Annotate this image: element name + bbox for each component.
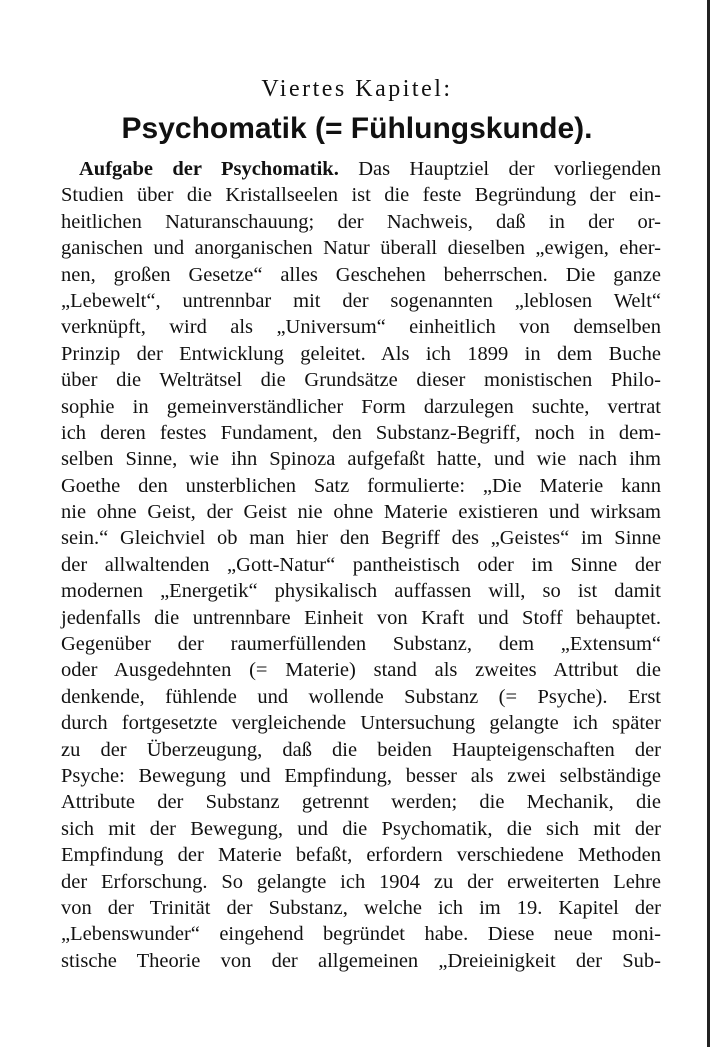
paragraph-lead: Aufgabe der Psychomatik. (79, 158, 339, 180)
chapter-heading: Viertes Kapitel: (261, 76, 453, 102)
text-line: der allwaltenden „Gott-Natur“ pantheistisch oder im Sinne der (61, 553, 661, 576)
text-line: über die Welträtsel die Grundsätze dieser monistischen Philo- (61, 369, 661, 392)
text-line: sophie in gemeinverständlicher Form darzulegen suchte, vertrat (61, 395, 661, 418)
text-line: Psyche: Bewegung und Empfindung, besser als zwei selbständige (61, 764, 661, 787)
text-line (61, 156, 661, 182)
text-line: nen, großen Gesetze“ alles Geschehen beherrschen. Die ganze (61, 263, 661, 286)
text-line: Studien über die Kristallseelen ist die feste Begründung der ein- (61, 184, 661, 207)
text-line: Prinzip der Entwicklung geleitet. Als ich 1899 in dem Buche (61, 342, 661, 365)
text-line: oder Ausgedehnten (= Materie) stand als zweites Attribut die (61, 659, 661, 682)
text-line: sich mit der Bewegung, und die Psychomatik, die sich mit der (61, 817, 661, 840)
text-line: Goethe den unsterblichen Satz formulierte: „Die Materie kann (61, 474, 661, 497)
text-line: sein.“ Gleichviel ob man hier den Begriff des „Geistes“ im Sinne (61, 527, 661, 550)
text-line: verknüpft, wird als „Universum“ einheitlich von demselben (61, 316, 661, 339)
text-line: Empfindung der Materie befaßt, erfordern verschiedene Methoden (61, 844, 661, 867)
text-line: stische Theorie von der allgemeinen „Dreieinigkeit der Sub- (61, 949, 661, 972)
text-line: denkende, fühlende und wollende Substanz (= Psyche). Erst (61, 685, 661, 708)
text-line: nie ohne Geist, der Geist nie ohne Materie existieren und wirksam (61, 501, 661, 524)
text-line: modernen „Energetik“ physikalisch auffassen will, so ist damit (61, 580, 661, 603)
text-line-content: Das Hauptziel der vorliegenden (338, 158, 661, 180)
chapter-title: Psychomatik (= Fühlungskunde). (121, 112, 593, 145)
page-edge-line (707, 0, 710, 1047)
text-line: selben Sinne, wie ihn Spinoza aufgefaßt hatte, und wie nach ihm (61, 448, 661, 471)
text-line: ich deren festes Fundament, den Substanz-Begriff, noch in dem- (61, 421, 661, 444)
text-line: von der Trinität der Substanz, welche ich im 19. Kapitel der (61, 896, 661, 919)
text-line: heitlichen Naturanschauung; der Nachweis, daß in der or- (61, 210, 661, 233)
text-line: „Lebenswunder“ eingehend begründet habe. Diese neue moni- (61, 923, 661, 946)
body-paragraph (61, 156, 661, 974)
text-line: ganischen und anorganischen Natur überall dieselben „ewigen, eher- (61, 237, 661, 260)
text-line: Attribute der Substanz getrennt werden; die Mechanik, die (61, 791, 661, 814)
text-line: jedenfalls die untrennbare Einheit von Kraft und Stoff behauptet. (61, 606, 661, 629)
text-line: der Erforschung. So gelangte ich 1904 zu der erweiterten Lehre (61, 870, 661, 893)
text-line: Gegenüber der raumerfüllenden Substanz, dem „Extensum“ (61, 633, 661, 656)
text-line: zu der Überzeugung, daß die beiden Haupteigenschaften der (61, 738, 661, 761)
text-line: durch fortgesetzte vergleichende Untersuchung gelangte ich später (61, 712, 661, 735)
text-line: „Lebewelt“, untrennbar mit der sogenannten „leblosen Welt“ (61, 289, 661, 312)
